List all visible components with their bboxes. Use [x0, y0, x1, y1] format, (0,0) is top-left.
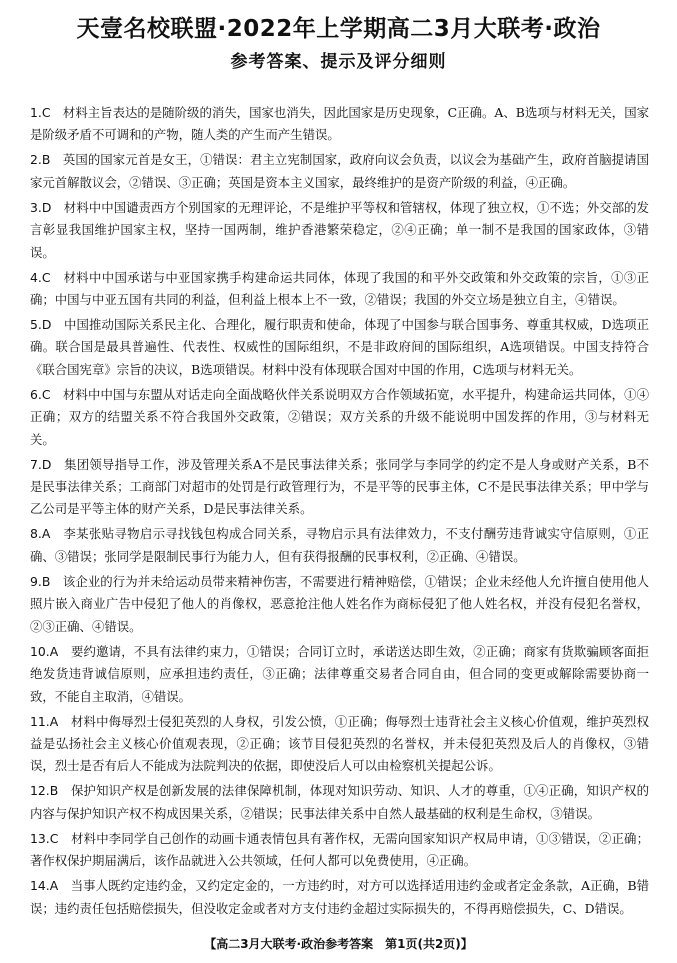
answer-number: 9.B [30, 573, 51, 589]
answer-text: 保护知识产权是创新发展的法律保障机制，体现对知识劳动、知识、人才的尊重，①④正确，知识产权的内容与保护知识产权不构成因果关系，②错误；民事法律关系中自然人最基础的权利是生命权，③错误。 [30, 783, 650, 821]
answer-item-1 [28, 102, 649, 147]
answer-number: 1.C [30, 105, 51, 120]
answer-text: 集团领导指导工作，涉及管理关系A不是民事法律关系；张同学与李同学的约定不是人身或财产关系，B不是民事法律关系；工商部门对超市的处罚是行政管理行为，不是平等的民事主体，C不是民事法律关系；甲中学与乙公司是平等主体的财产关系，D是民事法律关系。 [30, 456, 649, 517]
answer-number: 6.C [30, 386, 51, 402]
answer-text: 要约邀请，不具有法律约束力，①错误；合同订立时，承诺送达即生效，②正确；商家有货欺骗顾客面拒绝发货违背诚信原则，应承担违约责任，③正确；法律尊重交易者合同自由，但合同的变更或解除需要协商一致，不能自主取消，④错误。 [30, 643, 650, 704]
answer-item-7 [28, 454, 649, 521]
answer-text: 该企业的行为并未给运动员带来精神伤害，不需要进行精神赔偿，①错误；企业未经他人允许擅自使用他人照片嵌入商业广告中侵犯了他人的肖像权，恶意抢注他人姓名作为商标侵犯了他人姓名权，并没有侵犯名誉权，②③正确、④错误。 [30, 573, 650, 634]
answer-item-11 [28, 711, 649, 778]
page-footer: 【高二3月大联考·政治参考答案 第1页(共2页)】 [204, 937, 473, 951]
answer-number: 4.C [30, 269, 51, 285]
answer-text: 材料中李同学自己创作的动画卡通表情包具有著作权，无需向国家知识产权局申请，①③错误，②正确；著作权保护期届满后，该作品就进入公共领域，任何人都可以免费使用，④正确。 [30, 830, 650, 869]
answer-item-12 [28, 780, 649, 825]
answer-list [28, 102, 649, 920]
answer-number: 7.D [30, 456, 52, 472]
answer-number: 12.B [30, 783, 59, 799]
answer-item-10 [28, 641, 649, 708]
answer-item-13 [28, 828, 649, 873]
answer-number: 2.B [30, 152, 51, 168]
answer-number: 5.D [30, 317, 52, 333]
answer-item-5 [28, 314, 649, 381]
page-title: 天壹名校联盟·2022年上学期高二3月大联考·政治 [76, 16, 601, 42]
answer-text: 材料中中国承诺与中亚国家携手构建命运共同体，体现了我国的和平外交政策和外交政策的宗旨，①③正确；中国与中亚五国有共同的利益，但利益上根本上不一致，②错误；我国的外交立场是独立自主，④错误。 [30, 269, 649, 308]
answer-item-6 [28, 384, 649, 451]
answer-number: 10.A [30, 643, 59, 659]
answer-item-8 [28, 523, 649, 568]
answer-item-14 [28, 875, 649, 920]
answer-text: 材料中侮辱烈士侵犯英烈的人身权，引发公愤，①正确；侮辱烈士违背社会主义核心价值观，维护英烈权益是弘扬社会主义核心价值观表现，②正确；该节目侵犯英烈的名誉权，并未侵犯英烈及后人的肖像权，③错误，烈士是否有后人不能成为法院判决的依据，即使没后人可以由检察机关提起公诉。 [30, 713, 650, 774]
answer-text: 当事人既约定违约金，又约定定金的，一方违约时，对方可以选择适用违约金或者定金条款，A正确，B错误；违约责任包括赔偿损失，但没收定金或者对方支付违约金超过实际损失的，不得再赔偿损失，C、D错误。 [30, 878, 649, 916]
answer-item-4 [28, 267, 649, 312]
answer-number: 14.A [30, 878, 59, 894]
answer-text: 英国的国家元首是女王，①错误：君主立宪制国家，政府向议会负责，以议会为基础产生，政府首脑提请国家元首解散议会，②错误、③正确；英国是资本主义国家，最终维护的是资产阶级的利益，④正确。 [30, 152, 650, 190]
answer-number: 13.C [30, 830, 59, 846]
answer-text: 材料主旨表达的是随阶级的消失，国家也消失，因此国家是历史现象，C正确。A、B选项与材料无关，国家是阶级矛盾不可调和的产物，随人类的产生而产生错误。 [30, 105, 649, 143]
answer-number: 8.A [30, 526, 51, 542]
answer-text: 材料中中国谴责西方个别国家的无理评论，不是维护平等权和管辖权，体现了独立权，①不选；外交部的发言彰显我国维护国家主权，坚持一国两制，维护香港繁荣稳定，②④正确；单一制不是我国的国家政体，③错误。 [30, 199, 650, 260]
page-subtitle: 参考答案、提示及评分细则 [230, 52, 447, 72]
answer-text: 李某张贴寻物启示寻找钱包构成合同关系，寻物启示具有法律效力，不支付酬劳违背诚实守信原则，①正确、③错误；张同学是限制民事行为能力人，但有获得报酬的民事权利，②正确、④错误。 [30, 526, 650, 564]
answer-number: 3.D [30, 199, 52, 215]
answer-item-3 [28, 197, 649, 264]
answer-text: 材料中中国与东盟从对话走向全面战略伙伴关系说明双方合作领域拓宽，水平提升，构建命运共同体，①④正确；双方的结盟关系不符合我国外交政策，②错误；双方关系的升级不能说明中国发挥的作用，③与材料无关。 [30, 386, 650, 447]
answer-number: 11.A [30, 713, 59, 729]
answer-item-2 [28, 149, 649, 194]
answer-item-9 [28, 571, 649, 638]
answer-text: 中国推动国际关系民主化、合理化，履行职责和使命，体现了中国参与联合国事务、尊重其权威，D选项正确。联合国是最具普遍性、代表性、权威性的国际组织，不是非政府间的国际组织，A选项错误。中国支持符合《联合国宪章》宗旨的决议，B选项错误。材料中没有体现联合国对中国的作用，C选项与材料无关。 [30, 317, 650, 377]
